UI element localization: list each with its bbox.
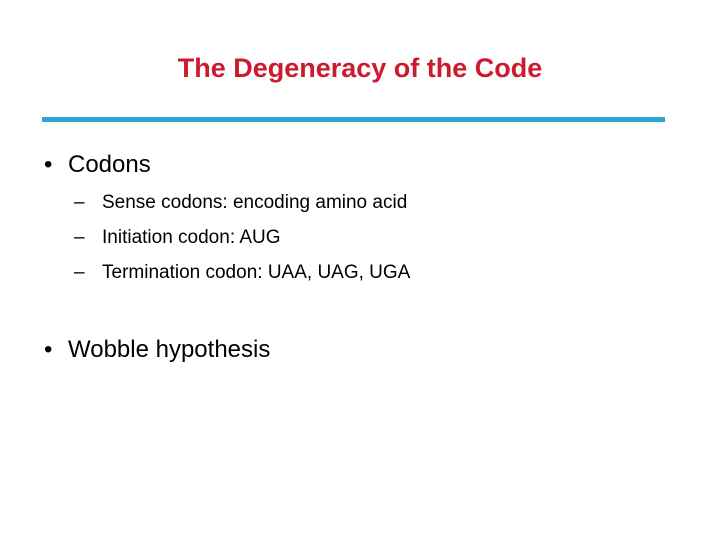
bullet-marker: • — [44, 336, 53, 363]
bullet-codons — [44, 151, 151, 179]
subitem-sense-codons — [74, 192, 407, 214]
bullet-marker: • — [44, 151, 53, 178]
bullet-text: Codons — [68, 151, 151, 178]
subitem-initiation-codon — [74, 227, 281, 249]
title-divider — [42, 117, 665, 122]
bullet-wobble-hypothesis — [44, 336, 270, 364]
subitem-marker: – — [74, 227, 85, 248]
subitem-marker: – — [74, 192, 85, 213]
subitem-text: Termination codon: UAA, UAG, UGA — [102, 262, 411, 283]
subitem-termination-codon — [74, 262, 410, 284]
slide-title: The Degeneracy of the Code — [177, 53, 543, 83]
bullet-text: Wobble hypothesis — [68, 336, 271, 363]
subitem-text: Sense codons: encoding amino acid — [102, 192, 408, 213]
subitem-marker: – — [74, 262, 85, 283]
subitem-text: Initiation codon: AUG — [102, 227, 281, 248]
